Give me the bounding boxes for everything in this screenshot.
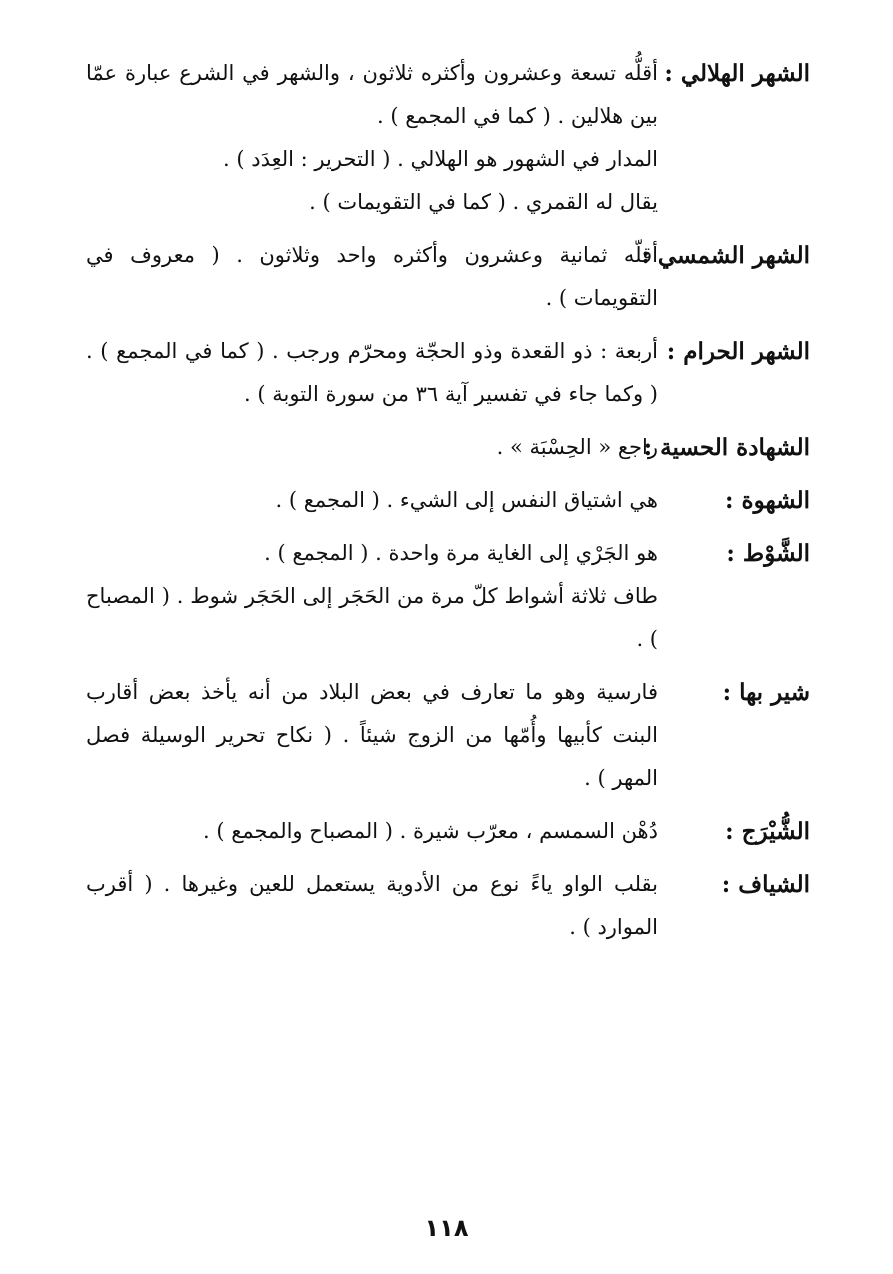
entry-definition <box>86 810 658 853</box>
entry-definition <box>86 532 658 661</box>
entry-term: الشَّوْط : <box>726 540 810 567</box>
definition-line: أقلّه ثمانية وعشرون وأكثره واحد وثلاثون . ( معروف في التقويمات ) . <box>86 243 658 310</box>
definition-line: بقلب الواو ياءً نوع من الأدوية يستعمل للعين وغيرها . ( أقرب الموارد ) . <box>86 872 658 939</box>
definition-line: أقلُّه تسعة وعشرون وأكثره ثلاثون ، والشهر في الشرع عبارة عمّا بين هلالين . ( كما في المجمع ) . <box>86 61 658 128</box>
entry-solar-month <box>86 234 810 320</box>
entry-shirbaha <box>86 671 810 800</box>
definition-line: طاف ثلاثة أشواط كلّ مرة من الحَجَر إلى الحَجَر شوط . ( المصباح ) . <box>86 584 658 651</box>
entry-term: الشهادة الحسية : <box>643 434 810 461</box>
entry-sacred-month <box>86 330 810 416</box>
entry-shiyaf <box>86 863 810 949</box>
entry-definition <box>86 234 658 320</box>
definition-line: هو الجَرْي إلى الغاية مرة واحدة . ( المجمع ) . <box>264 541 658 565</box>
definition-line: راجع « الحِسْبَة » . <box>496 435 658 459</box>
definition-line: فارسية وهو ما تعارف في بعض البلاد من أنه يأخذ بعض أقارب البنت كأبيها وأُمّها من الزوج شيئاً . ( نكاح تحرير الوسيلة فصل المهر ) . <box>86 680 658 790</box>
entry-term: الشهر الشمسي : <box>641 242 810 269</box>
entry-definition <box>86 426 658 469</box>
entry-sensory-testimony <box>86 426 810 469</box>
entry-definition <box>86 330 658 416</box>
entry-shawt <box>86 532 810 661</box>
entry-term: الشُّيْرَج : <box>725 818 810 845</box>
entry-term: الشهوة : <box>725 487 810 514</box>
entry-term: الشياف : <box>721 871 810 898</box>
entry-definition <box>86 52 658 224</box>
entry-sesame-oil <box>86 810 810 853</box>
definition-line: المدار في الشهور هو الهلالي . ( التحرير : العِدَد ) . <box>223 147 658 171</box>
entry-term: الشهر الهلالي : <box>664 60 810 87</box>
entry-definition <box>86 479 658 522</box>
entry-term: شير بها : <box>722 679 810 706</box>
entry-desire <box>86 479 810 522</box>
definition-line: هي اشتياق النفس إلى الشيء . ( المجمع ) . <box>275 488 658 512</box>
definition-line: أربعة : ذو القعدة وذو الحجّة ومحرّم ورجب . ( كما في المجمع ) . ( وكما جاء في تفسير آية ٣٦ من سورة التوبة ) . <box>86 339 658 406</box>
definition-line: دُهْن السمسم ، معرّب شيرة . ( المصباح والمجمع ) . <box>202 819 658 843</box>
entry-lunar-month <box>86 52 810 224</box>
entry-definition <box>86 671 658 800</box>
page-number: ١١٨ <box>424 1214 469 1242</box>
definition-line: يقال له القمري . ( كما في التقويمات ) . <box>309 190 658 214</box>
dictionary-page <box>86 52 810 959</box>
entry-term: الشهر الحرام : <box>666 338 810 365</box>
entry-definition <box>86 863 658 949</box>
